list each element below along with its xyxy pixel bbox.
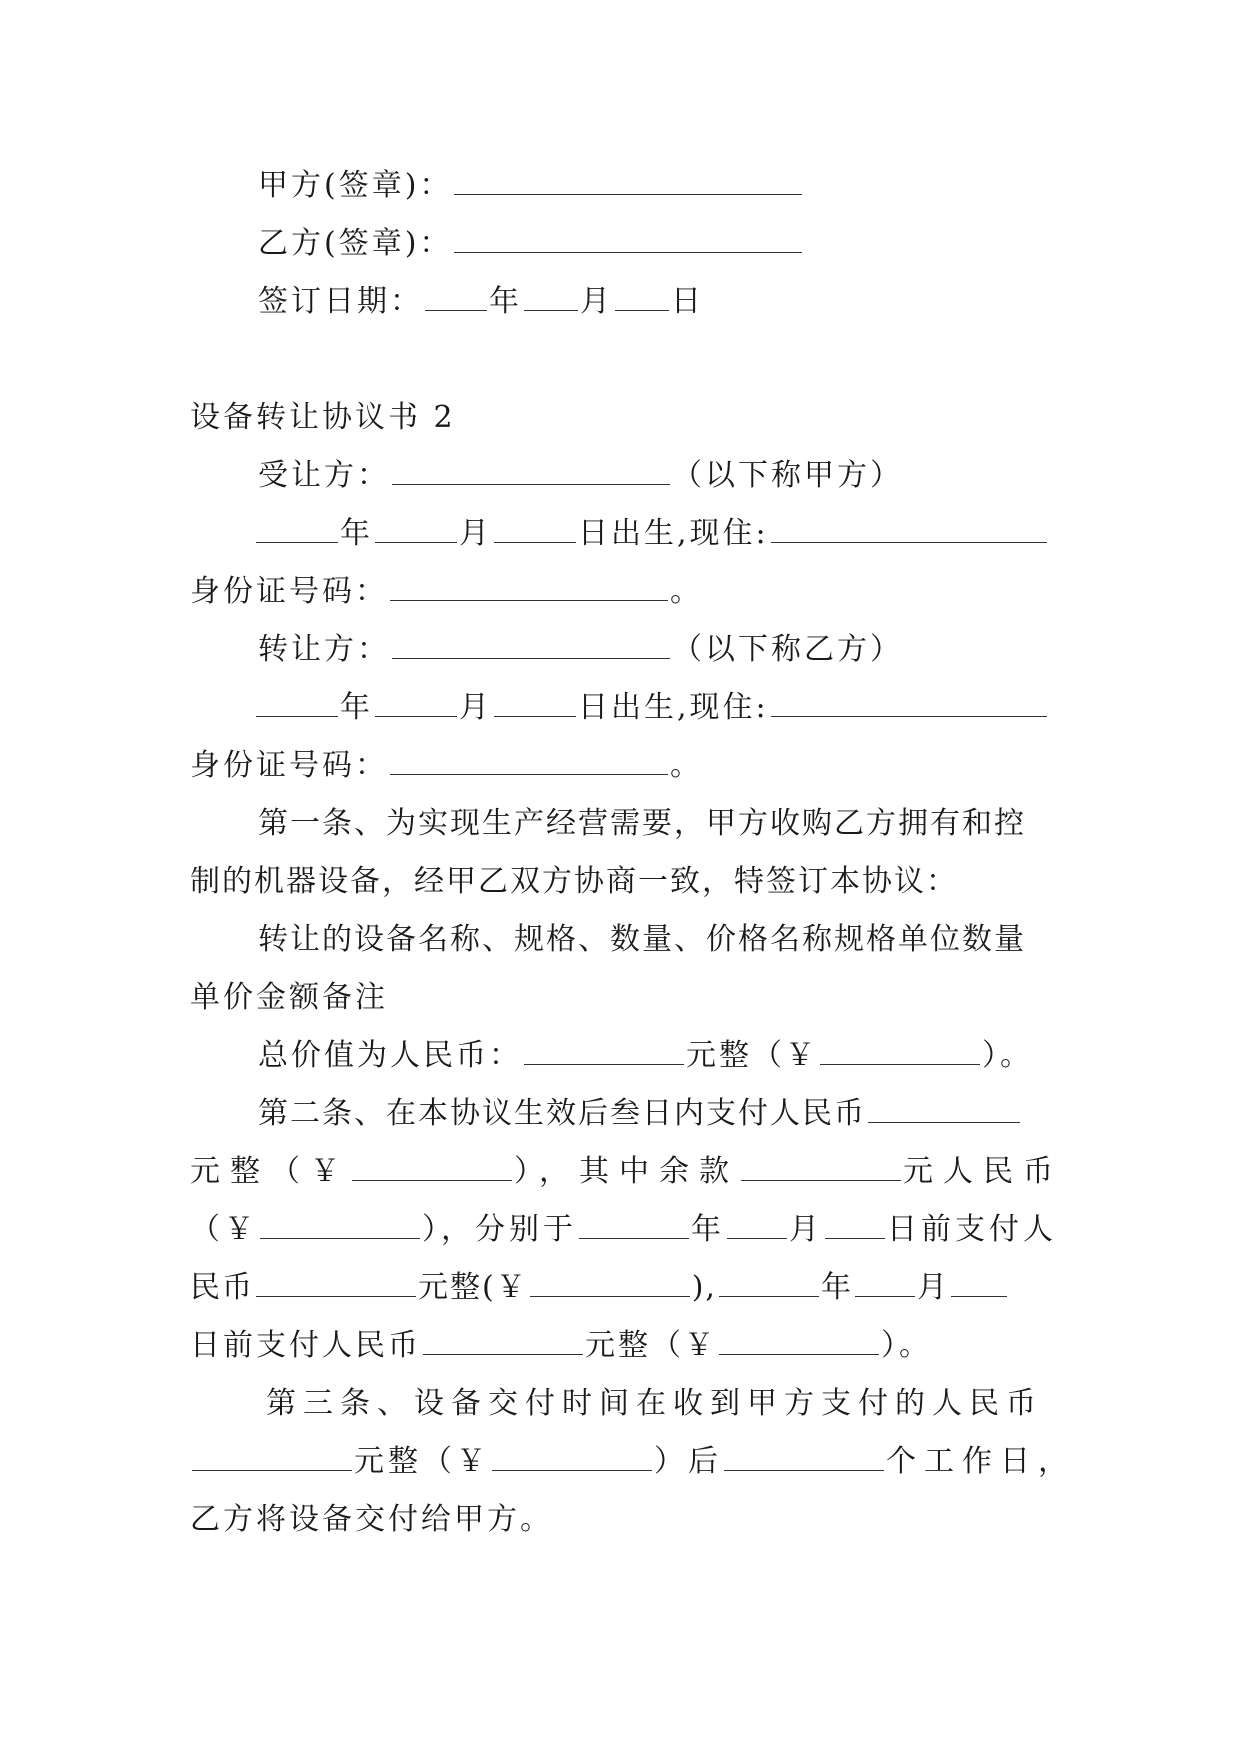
party-a-blank[interactable] xyxy=(454,168,802,195)
id-end: 。 xyxy=(670,574,703,609)
article2-amount1-blank[interactable] xyxy=(868,1096,1020,1123)
sign-date-label: 签订日期： xyxy=(258,284,423,319)
transferor-birth-month-blank[interactable] xyxy=(375,690,457,717)
total-amount-blank[interactable] xyxy=(524,1038,684,1065)
birth-day-label: 日出生,现住: xyxy=(578,690,769,725)
birth-year-label: 年 xyxy=(340,516,373,551)
transferee-birth-month-blank[interactable] xyxy=(375,516,457,543)
article2-l2b: ），其中余款 xyxy=(514,1154,739,1189)
transferee-line xyxy=(258,456,903,496)
sign-day-blank[interactable] xyxy=(615,284,669,311)
article2-amount3-num-blank[interactable] xyxy=(719,1328,879,1355)
id-label: 身份证号码： xyxy=(190,748,388,783)
transferee-id-line xyxy=(190,572,703,612)
article2-l4c: ), xyxy=(691,1270,717,1305)
article2-l3a: （￥ xyxy=(190,1212,258,1247)
article1-line3: 转让的设备名称、规格、数量、价格名称规格单位数量 xyxy=(258,922,1026,957)
article3-l2b: ）后 xyxy=(654,1444,722,1479)
total-prefix: 总价值为人民币： xyxy=(258,1038,522,1073)
id-end: 。 xyxy=(670,748,703,783)
total-amount-num-blank[interactable] xyxy=(820,1038,980,1065)
article2-l2a: 元整（￥ xyxy=(190,1154,350,1189)
article3-line1: 第三条、设备交付时间在收到甲方支付的人民币 xyxy=(266,1386,1043,1421)
total-end: ）。 xyxy=(982,1038,1033,1073)
article1-line4: 单价金额备注 xyxy=(190,980,388,1015)
total-value-line xyxy=(258,1036,1033,1076)
transferor-alias: （以下称乙方） xyxy=(672,632,903,667)
article2-day2-blank[interactable] xyxy=(951,1270,1007,1297)
article2-amount3-blank[interactable] xyxy=(423,1328,583,1355)
article2-line3 xyxy=(190,1210,1057,1250)
article2-l3e: 日前支付人 xyxy=(887,1212,1057,1247)
transferor-birth-day-blank[interactable] xyxy=(494,690,576,717)
birth-year-label: 年 xyxy=(340,690,373,725)
birth-day-label: 日出生,现住: xyxy=(578,516,769,551)
article2-l4e: 月 xyxy=(916,1270,949,1305)
article2-l3b: ），分别于 xyxy=(422,1212,577,1247)
transferor-name-blank[interactable] xyxy=(392,632,670,659)
transferor-line xyxy=(258,630,903,670)
year-label: 年 xyxy=(489,284,522,319)
transferor-id-blank[interactable] xyxy=(390,748,668,775)
transferee-address-blank[interactable] xyxy=(771,516,1047,543)
article2-l4d: 年 xyxy=(820,1270,853,1305)
article1-line1: 第一条、为实现生产经营需要，甲方收购乙方拥有和控 xyxy=(258,806,1026,841)
birth-month-label: 月 xyxy=(459,690,492,725)
transferee-birth-line xyxy=(254,514,1049,554)
article2-year1-blank[interactable] xyxy=(579,1212,689,1239)
article3-line2 xyxy=(190,1442,1076,1482)
id-label: 身份证号码： xyxy=(190,574,388,609)
sign-month-blank[interactable] xyxy=(524,284,578,311)
article2-month1-blank[interactable] xyxy=(727,1212,787,1239)
sign-date-line xyxy=(258,282,704,322)
day-label: 日 xyxy=(671,284,704,319)
article2-l3d: 月 xyxy=(789,1212,823,1247)
article3-amount-blank[interactable] xyxy=(192,1444,352,1471)
article3-amount-num-blank[interactable] xyxy=(492,1444,652,1471)
article2-l4b: 元整(￥ xyxy=(418,1270,528,1305)
article2-day1-blank[interactable] xyxy=(825,1212,885,1239)
article3-l2a: 元整（￥ xyxy=(354,1444,490,1479)
party-b-signature-line xyxy=(258,224,804,264)
transferor-birth-line xyxy=(254,688,1049,728)
party-b-label: 乙方(签章)： xyxy=(258,226,453,261)
article2-line1 xyxy=(258,1094,1022,1134)
party-a-label: 甲方(签章)： xyxy=(258,168,453,203)
sign-year-blank[interactable] xyxy=(425,284,487,311)
transferor-address-blank[interactable] xyxy=(771,690,1047,717)
article2-line4 xyxy=(190,1268,1009,1308)
transferee-alias: （以下称甲方） xyxy=(672,458,903,493)
birth-month-label: 月 xyxy=(459,516,492,551)
month-label: 月 xyxy=(580,284,613,319)
article2-line5 xyxy=(190,1326,932,1366)
document-title: 设备转让协议书 2 xyxy=(190,400,456,435)
article2-l5a: 日前支付人民币 xyxy=(190,1328,421,1363)
article3-days-blank[interactable] xyxy=(724,1444,884,1471)
party-b-blank[interactable] xyxy=(454,226,802,253)
transferor-label: 转让方： xyxy=(258,632,390,667)
article2-amount1-num-blank[interactable] xyxy=(352,1154,512,1181)
article2-month2-blank[interactable] xyxy=(855,1270,915,1297)
article2-l5c: ）。 xyxy=(881,1328,932,1363)
transferee-id-blank[interactable] xyxy=(390,574,668,601)
article1-line2: 制的机器设备，经甲乙双方协商一致，特签订本协议： xyxy=(190,864,958,899)
article2-l4a: 民币 xyxy=(190,1270,254,1305)
article3-l2c: 个工作日， xyxy=(886,1444,1076,1479)
article2-line1-text: 第二条、在本协议生效后叁日内支付人民币 xyxy=(258,1096,866,1131)
article2-balance-num-blank[interactable] xyxy=(260,1212,420,1239)
transferor-id-line xyxy=(190,746,703,786)
transferor-birth-year-blank[interactable] xyxy=(256,690,338,717)
total-mid: 元整（￥ xyxy=(686,1038,818,1073)
article2-year2-blank[interactable] xyxy=(719,1270,819,1297)
transferee-birth-year-blank[interactable] xyxy=(256,516,338,543)
article2-amount2-blank[interactable] xyxy=(256,1270,416,1297)
article2-l5b: 元整（￥ xyxy=(585,1328,717,1363)
transferee-birth-day-blank[interactable] xyxy=(494,516,576,543)
party-a-signature-line xyxy=(258,166,804,206)
article2-balance-blank[interactable] xyxy=(741,1154,901,1181)
article3-line3: 乙方将设备交付给甲方。 xyxy=(190,1502,553,1537)
transferee-label: 受让方： xyxy=(258,458,390,493)
transferee-name-blank[interactable] xyxy=(392,458,670,485)
article2-amount2-num-blank[interactable] xyxy=(530,1270,690,1297)
article2-l2c: 元人民币 xyxy=(903,1154,1063,1189)
article2-l3c: 年 xyxy=(691,1212,725,1247)
article2-line2 xyxy=(190,1152,1063,1192)
